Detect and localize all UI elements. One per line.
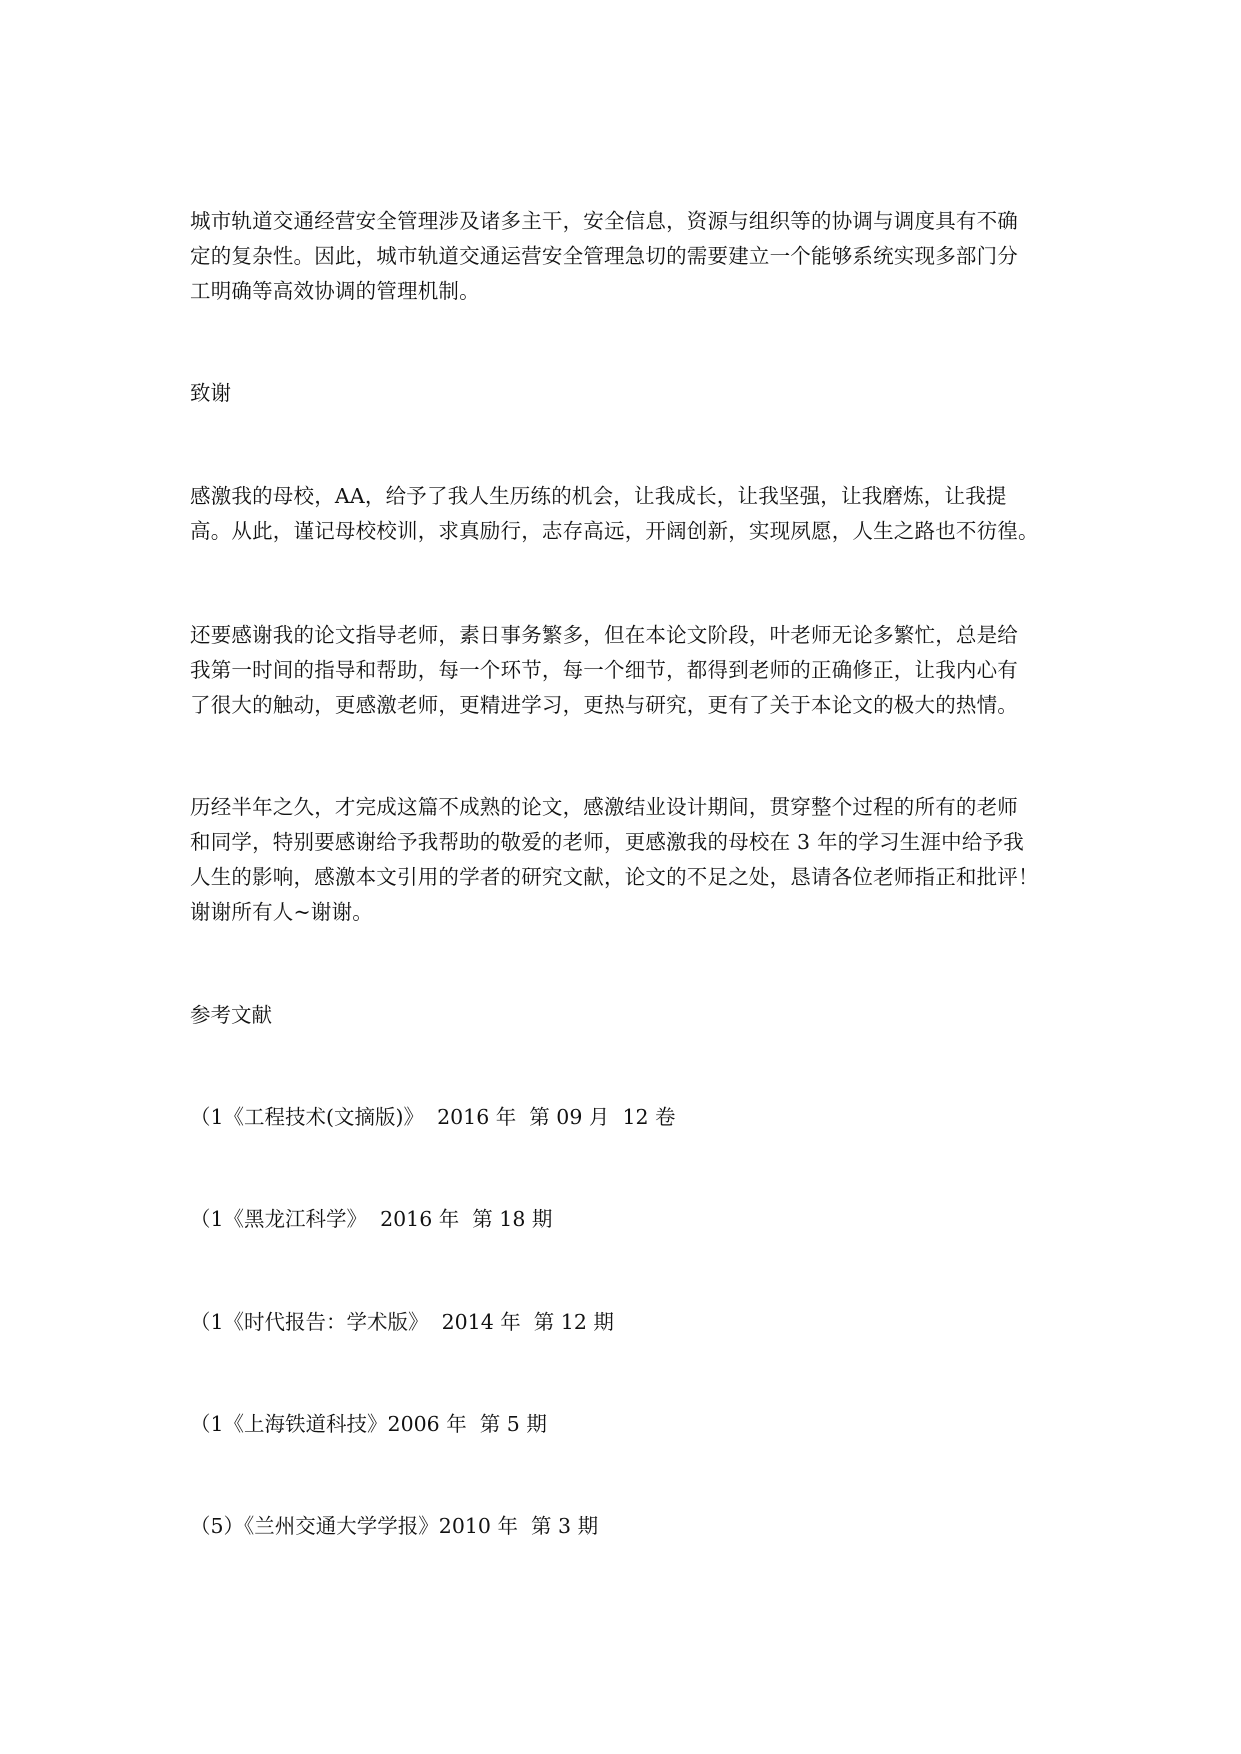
intro-paragraph [190,204,1052,309]
references-heading: 参考文献 [190,1003,272,1027]
text-line: 城市轨道交通经营安全管理涉及诸多主干，安全信息，资源与组织等的协调与调度具有不确 [190,209,1018,233]
reference-item: （5）《兰州交通大学学报》2010 年 第 3 期 [190,1514,599,1538]
text-line: 感激我的母校，AA，给予了我人生历练的机会，让我成长，让我坚强，让我磨炼，让我提 [190,484,1007,508]
text-line: 和同学，特别要感谢给予我帮助的敬爱的老师，更感激我的母校在 3 年的学习生涯中给予我 [190,830,1024,854]
text-line: 还要感谢我的论文指导老师，素日事务繁多，但在本论文阶段，叶老师无论多繁忙，总是给 [190,623,1018,647]
reference-item: （1《时代报告：学术版》 2014 年 第 12 期 [190,1310,614,1334]
reference-item: （1《黑龙江科学》 2016 年 第 18 期 [190,1207,553,1231]
acknowledgement-heading: 致谢 [190,381,231,405]
acknowledgement-paragraph [190,790,1052,930]
text-line: 工明确等高效协调的管理机制。 [190,279,480,303]
text-line: 历经半年之久，才完成这篇不成熟的论文，感激结业设计期间，贯穿整个过程的所有的老师 [190,795,1018,819]
text-line: 我第一时间的指导和帮助，每一个环节，每一个细节，都得到老师的正确修正，让我内心有 [190,658,1018,682]
text-line: 人生的影响，感激本文引用的学者的研究文献，论文的不足之处，恳请各位老师指正和批评！ [190,865,1039,889]
reference-item: （1《工程技术(文摘版)》 2016 年 第 09 月 12 卷 [190,1105,676,1129]
text-line: 定的复杂性。因此，城市轨道交通运营安全管理急切的需要建立一个能够系统实现多部门分 [190,244,1018,268]
acknowledgement-paragraph [190,618,1052,723]
text-line: 了很大的触动，更感激老师，更精进学习，更热与研究，更有了关于本论文的极大的热情。 [190,693,1018,717]
reference-item: （1《上海铁道科技》2006 年 第 5 期 [190,1412,547,1436]
acknowledgement-paragraph [190,479,1052,549]
text-line: 高。从此，谨记母校校训，求真励行，志存高远，开阔创新，实现夙愿，人生之路也不彷徨。 [190,519,1039,543]
text-line: 谢谢所有人~谢谢。 [190,900,373,924]
